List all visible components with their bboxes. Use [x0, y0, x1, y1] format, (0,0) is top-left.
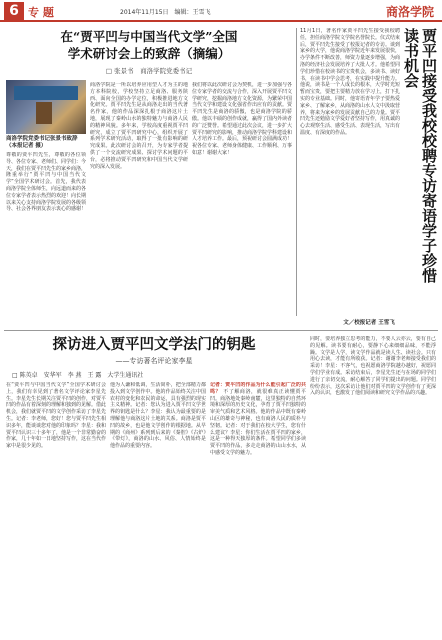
column-divider — [296, 28, 297, 316]
vertical-headline: 贾平凹接受我校校聘专访寄语学子珍惜读书机会 — [402, 28, 438, 283]
interview-column-3 — [210, 382, 306, 636]
interview-lixing-title: 探访进入贾平凹文学法门的钥匙 — [52, 336, 256, 353]
interview-lixing-byline: □ 陈英卓 安华军 李 燕 王 露 大学生通讯社 — [12, 372, 144, 379]
article-interview-lixing — [4, 336, 438, 636]
section-divider — [4, 330, 438, 331]
page-number: 6 — [4, 2, 24, 20]
interview-jia-body: 11月1日，著名作家贾平凹先生接受我校聘任，担任商洛学院文学院名誉院长。仪式结束后，贾平凹先生接受了校报记者的专访。谈到家乡的大学，他说商洛学院近年来发展很快，办学条件不断改善，师资力量逐步增强，为商洛的经济社会发展培养了大批人才。他希望同学们珍惜在校读书的宝贵机会，多读书、读好书，在读书中学会思考，在实践中提升能力。他说，读书是一个人成长的根本，大学时光短暂而宝贵，要把主要精力放在学习上，打下扎实的专业基础。同时，他寄语青年学子要热爱家乡、了解家乡，从商洛的山水人文中汲取营养，将来为家乡的发展贡献自己的力量。贾平凹先生还勉励文学爱好者坚持写作，用真诚的心去观察生活、感受生活、表现生活，写出有温度、有深度的作品。 — [300, 28, 400, 136]
date-line: 2014年11月15日 编辑：王雪飞 — [120, 9, 211, 16]
vertical-headline-wrap — [402, 28, 438, 288]
article-speech — [4, 28, 294, 316]
speech-column-1: 尊敬的贾平凹先生，尊敬的各位领导、各位专家、老师们、同学们：今天，我们在贾平凹先生的家乡商洛，隆重举行“贾平凹与中国当代文学”全国学术研讨会。首先，我代表商洛学院全体师生，向远道而来的各位专家学者表示热烈的欢迎！向长期以来关心支持商洛学院发展的各级领导、社会各界朋友表示衷心的感谢！ — [6, 152, 86, 213]
interview-column-2: 他为人谦和低调，生活简朴，把全部精力都投入到文学创作中。他的作品始终关注中国农村的变化和农民的命运，具有强烈的现实主义精神。记者：您认为进入贾平凹文学世界的钥匙是什么？李星：我认为最重要的是理解他与商洛这片土地的关系。商洛是贾平凹的故乡，也是他文学创作的根据地。从早期的《商州》系列到后来的《秦腔》《古炉》《带灯》，商洛的山水、风俗、人情始终是他作品的重要内容。 — [110, 382, 206, 450]
interview-column-1: 在“贾平凹与中国当代文学”全国学术研讨会上，我们有幸见到了著名文学评论家李星先生。李星先生长期关注贾平凹的创作，对贾平凹的作品有着深刻的理解和独到的见解。借此机会，我们就贾平凹的文学创作采访了李星先生。记者：李老师，您好！您与贾平凹先生相识多年，能谈谈您对他的印象吗？李星：我和贾平凹认识三十多年了，他是一个非常勤奋的作家，几十年如一日地坚持写作，这在当代作家中是很少见的。 — [6, 382, 106, 450]
interview-column-3-text: 不了解商洛，就很难真正读懂贾平凹。商洛地处秦岭南麓，这里独特的自然环境和深厚的历史文化，孕育了贾平凹独特的审美气质和艺术风格。他的作品中既有秦岭山区的雄奇与神秘，也有商洛人民的质朴与坚韧。记者：对于我们在校大学生，您有什么建议？李星：你们生活在贾平凹的家乡，这是一种得天独厚的条件。希望同学们多读贾平凹的作品，多走走商洛的山山水水，从中感受文学的魅力。 — [210, 388, 306, 456]
photo-caption: 商洛学院党委书记张景书致辞（本报记者 摄） — [6, 136, 78, 149]
interview-lixing-subtitle: ——专访著名评论家李星 — [115, 357, 193, 365]
speech-column-2: 商洛学院是一所以培养应用型人才为主的地方本科院校，学校坚持立足商洛、服务陕西、面向全国的办学定位，积极推进地方文化研究。贾平凹先生是从商洛走出的当代著名作家，他的作品深深扎根于商洛这片土地，展现了秦岭山水的独特魅力与商洛人民的精神风貌。多年来，学校高度重视贾平凹研究，成立了贾平凹研究中心，组织开展了系列学术研究活动，取得了一批有影响的研究成果。此次研讨会的召开，为专家学者提供了一个交流研究成果、探讨学术问题的平台，必将推动贾平凹研究和中国当代文学研究的深入发展。 — [90, 82, 188, 170]
interview-question-highlight: 记者：贾平凹的作品为什么能引起广泛的共鸣？ — [210, 382, 306, 395]
interview-column-4: 同时，要培养独立思考的能力，不要人云亦云，要有自己的见解。读书要有耐心，要静下心来细细品味，不能浮躁。文学是人学，读文学作品就是读人生、读社会。只有用心去读，才能有所收获。记者：谢谢李老师接受我们的采访！李星：不客气，也祝愿商洛学院越办越好，祝愿同学们学业有成。采访结束后，李星先生还与在场的同学们进行了亲切交流，耐心解答了同学们提出的问题。同学们纷纷表示，这次采访让他们对贾平凹的文学创作有了更深入的认识，也激发了他们阅读和研究文学作品的兴趣。 — [310, 336, 436, 397]
photo-backdrop — [14, 86, 78, 100]
speech-column-3: 我们将以此次研讨会为契机，进一步加强与各位专家学者的交流与合作，深入开展贾平凹文学研究，挖掘商洛地方文化资源，为繁荣中国当代文学和建设文化强省作出应有的贡献。贾平凹先生是商洛的骄傲，也是商洛学院的骄傲。他以丰硕的创作成就，赢得了国内外读者的广泛赞誉。希望通过此次会议，进一步扩大贾平凹研究的影响，推动商洛学院学科建设和人才培养工作。最后，预祝研讨会圆满成功！祝各位专家、老师身体健康、工作顺利、万事如意！谢谢大家！ — [192, 82, 292, 156]
masthead: 商洛学院 — [385, 5, 434, 19]
page-header — [0, 0, 442, 22]
section-label: 专 题 — [28, 6, 54, 19]
article-interview-jia — [300, 28, 438, 328]
interview-jia-byline: 文／校报记者 王雪飞 — [343, 320, 395, 326]
speech-photo — [6, 80, 86, 134]
title-line-2: 学术研讨会上的致辞（摘编） — [67, 46, 231, 61]
article-speech-title — [24, 28, 274, 62]
title-line-1: 在“贾平凹与中国当代文学”全国 — [60, 29, 238, 44]
photo-podium — [36, 102, 52, 124]
article-speech-byline: □ 张景书 商洛学院党委书记 — [105, 67, 193, 75]
